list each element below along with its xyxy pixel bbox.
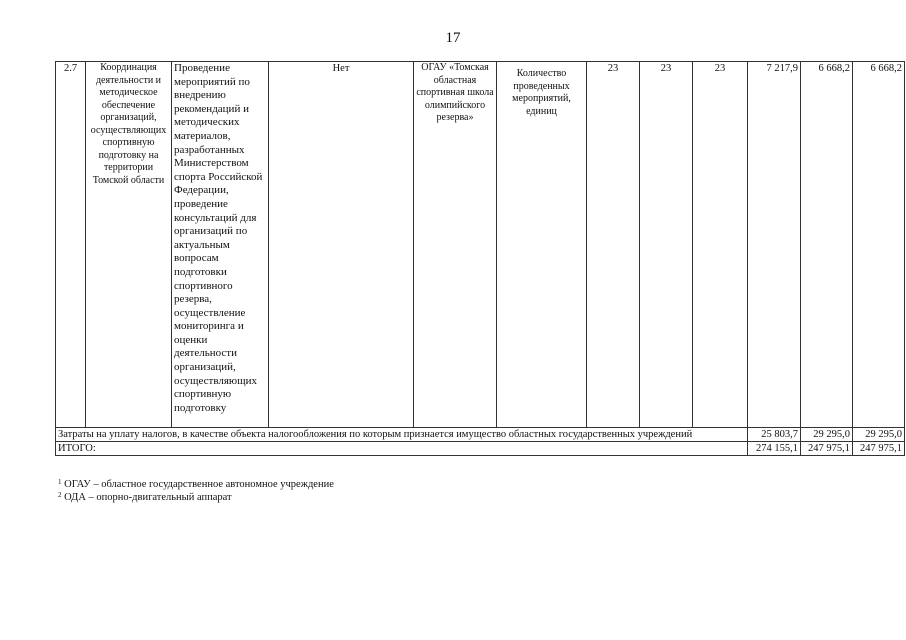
activity-description-cell: Проведение мероприятий по внедрению рекомендаций и методических материалов, разработанных Министерством спорта Российской Федерации, проведение консультаций для организаций по актуальным вопросам подготовки спортивного резерва, осуществление мониторинга и оценки деятельности организаций, осуществляющих спортивную подготовку — [172, 62, 269, 428]
page-number: 17 — [445, 30, 461, 46]
row-number-cell: 2.7 — [56, 62, 86, 428]
indicator-value-1-cell: 23 — [587, 62, 640, 428]
taxes-funding-3-cell: 29 295,0 — [853, 428, 905, 442]
taxes-funding-1-cell: 25 803,7 — [748, 428, 801, 442]
total-funding-3-cell: 247 975,1 — [853, 442, 905, 456]
table-row-taxes — [56, 428, 905, 442]
footnotes — [58, 478, 334, 504]
indicator-cell: Количество проведенных мероприятий, единиц — [497, 62, 587, 428]
footnote-1 — [58, 478, 334, 491]
taxes-label-cell: Затраты на уплату налогов, в качестве объекта налогообложения по которым признается имущество областных государственных учреждений — [56, 428, 748, 442]
footnote-text: ОГАУ – областное государственное автономное учреждение — [64, 479, 334, 490]
funding-3-cell: 6 668,2 — [853, 62, 905, 428]
table-row-total — [56, 442, 905, 456]
total-funding-2-cell: 247 975,1 — [801, 442, 853, 456]
indicator-value-3-cell: 23 — [693, 62, 748, 428]
total-label-cell: ИТОГО: — [56, 442, 748, 456]
indicator-value-2-cell: 23 — [640, 62, 693, 428]
table-row-2-7 — [56, 62, 905, 428]
coexecutor-cell: Нет — [269, 62, 414, 428]
footnote-mark: 2 — [58, 491, 62, 499]
program-table — [55, 61, 905, 456]
footnote-2 — [58, 491, 334, 504]
funding-2-cell: 6 668,2 — [801, 62, 853, 428]
total-funding-1-cell: 274 155,1 — [748, 442, 801, 456]
footnote-mark: 1 — [58, 478, 62, 486]
funding-1-cell: 7 217,9 — [748, 62, 801, 428]
taxes-funding-2-cell: 29 295,0 — [801, 428, 853, 442]
footnote-text: ОДА – опорно-двигательный аппарат — [64, 492, 232, 503]
activity-name-cell: Координация деятельности и методическое обеспечение организаций, осуществляющих спортивную подготовку на территории Томской области — [86, 62, 172, 428]
executor-cell: ОГАУ «Томская областная спортивная школа олимпийского резерва» — [414, 62, 497, 428]
